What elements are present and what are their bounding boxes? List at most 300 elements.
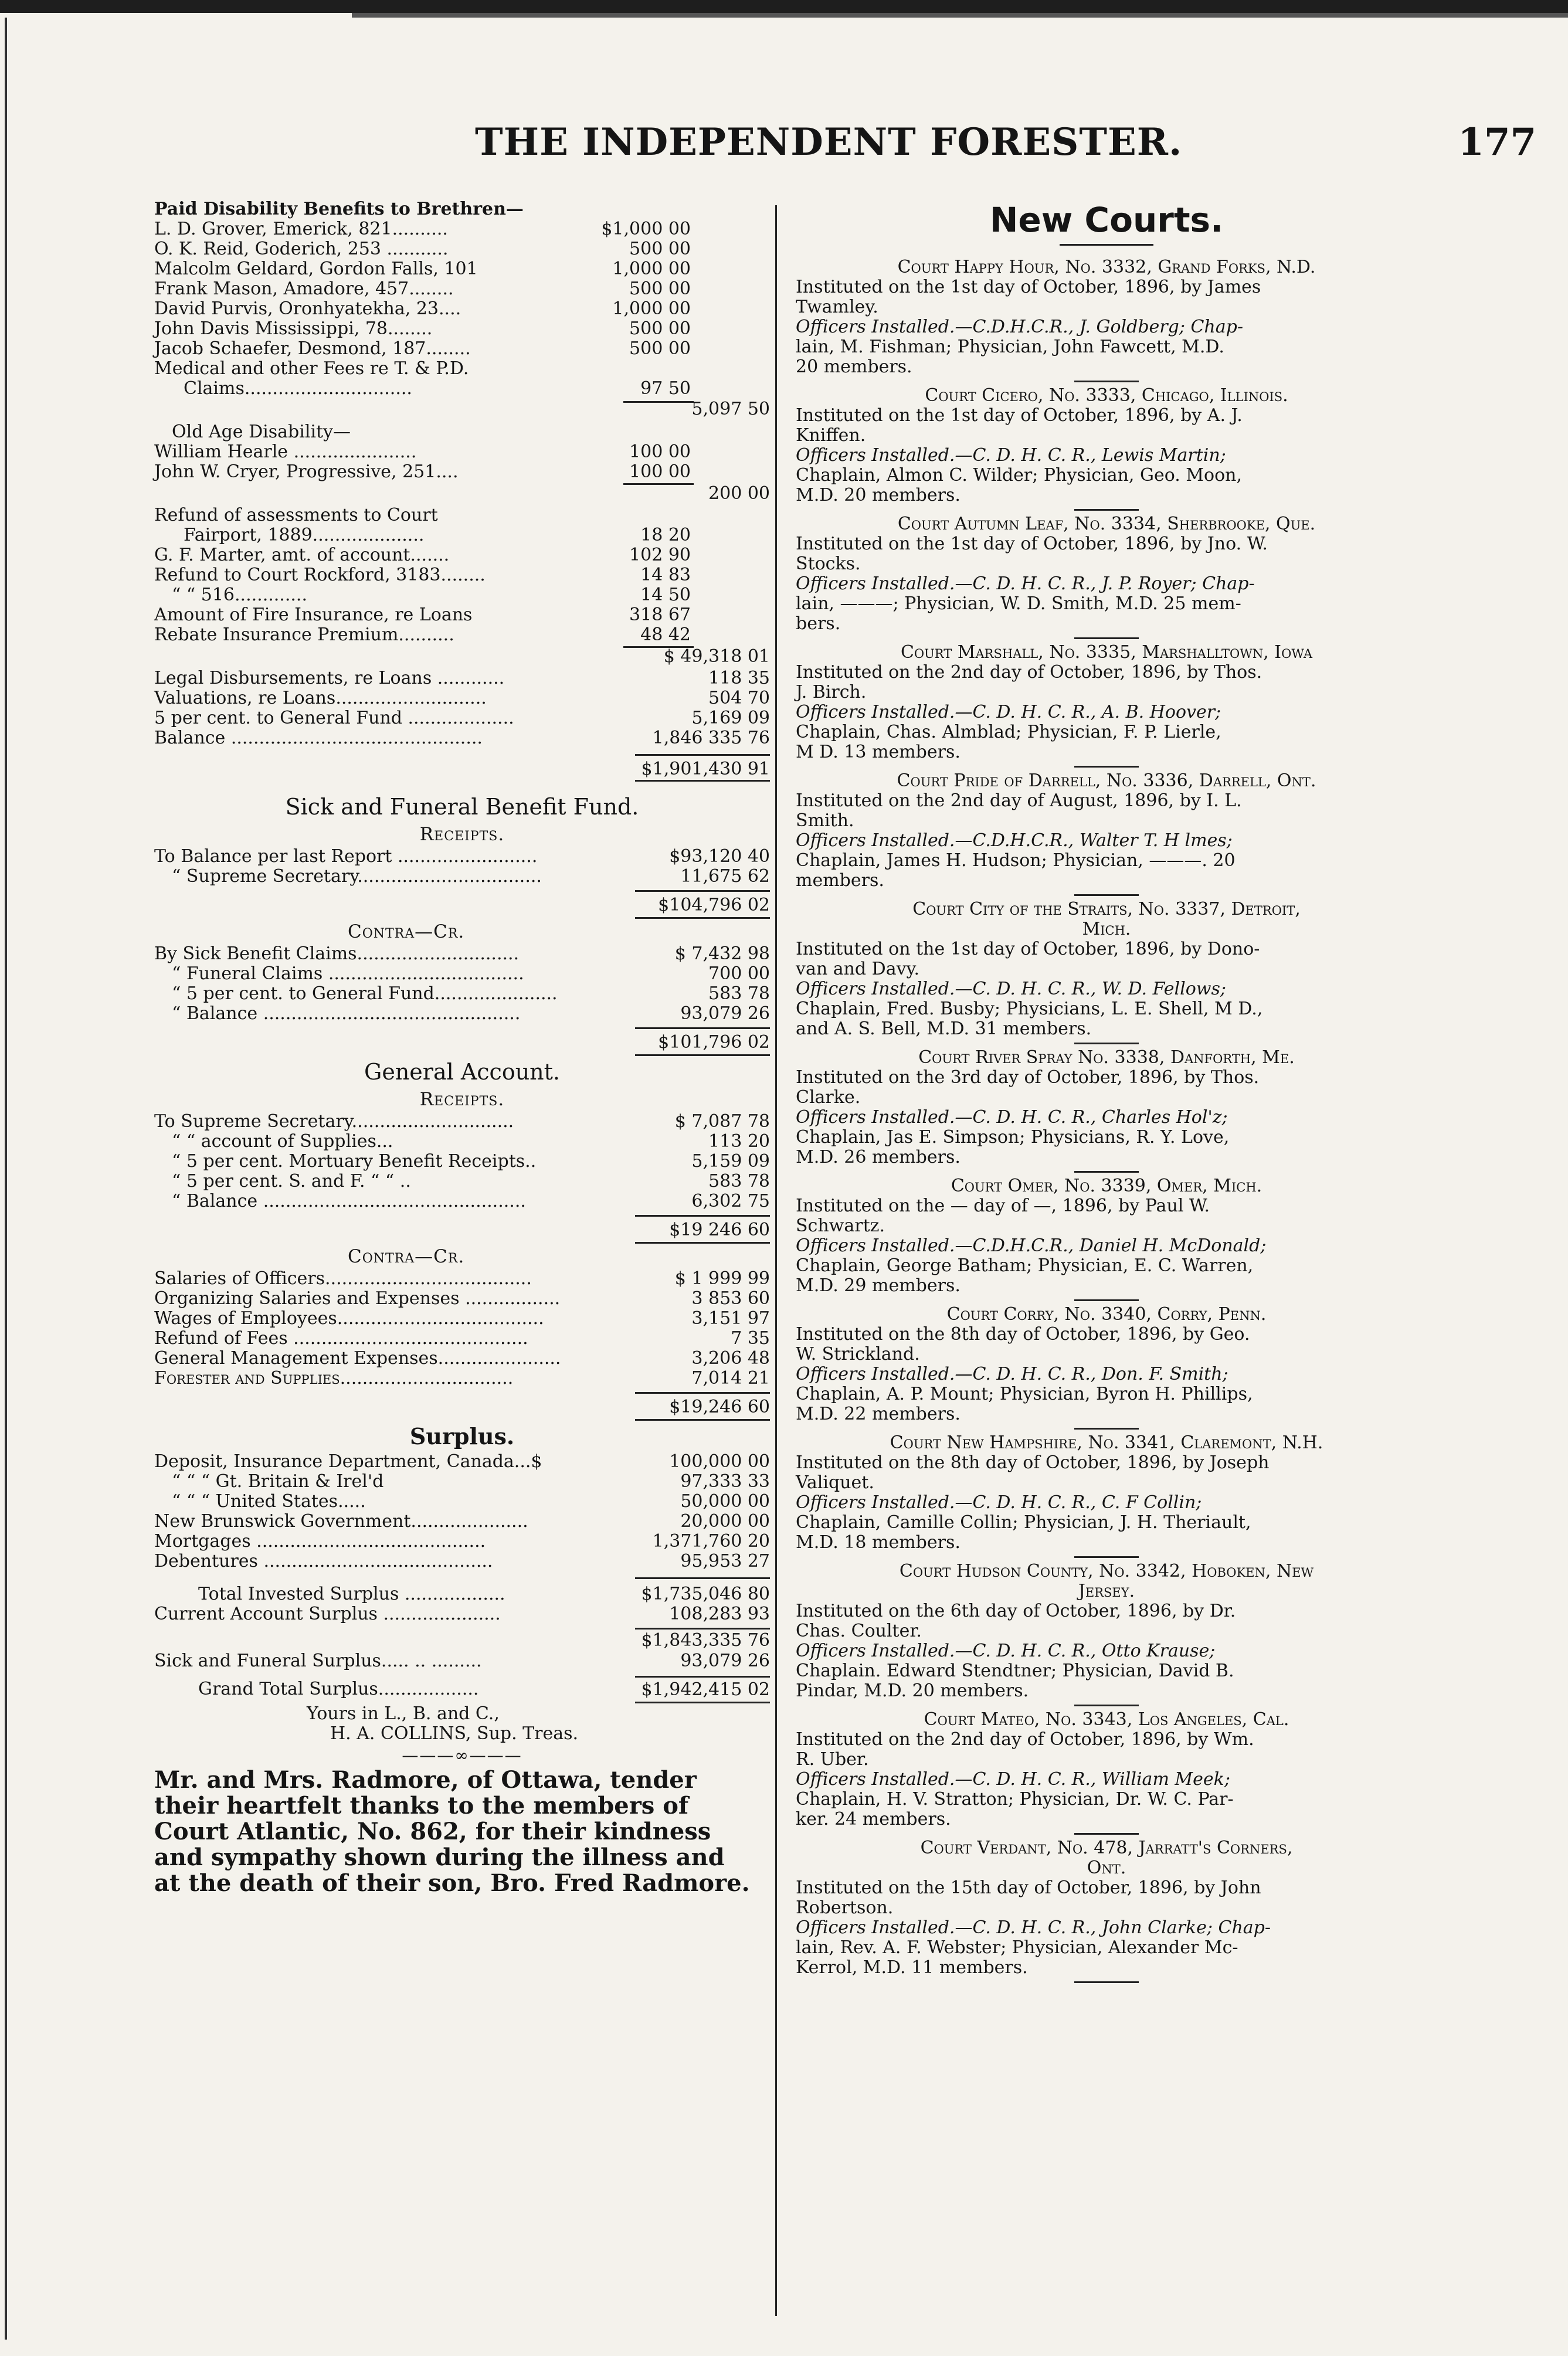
- court-officers-line: Officers Installed.—C. D. H. C. R., Otto Krause;: [796, 1641, 1216, 1661]
- court-text-line: Instituted on the 3rd day of October, 1896, by Thos.: [796, 1067, 1260, 1088]
- ledger-amount: 97 50: [640, 378, 691, 399]
- court-officers-line: Officers Installed.—C.D.H.C.R., J. Goldberg; Chap-: [796, 317, 1243, 337]
- oldage-total-row: [154, 482, 770, 505]
- ledger-row: [154, 379, 770, 399]
- total-rule: [635, 1676, 770, 1678]
- ledger-amount: 500 00: [629, 318, 691, 339]
- ledger-label: “ Balance ..............................................: [172, 1003, 521, 1024]
- court-heading: Court Verdant, No. 478, Jarratt's Corners,: [920, 1838, 1293, 1858]
- ledger-label: Organizing Salaries and Expenses .................: [154, 1288, 561, 1309]
- ledger-amount: 7 35: [731, 1328, 770, 1349]
- ledger-label: Medical and other Fees re T. & P.D.: [154, 358, 469, 379]
- ledger-label: Total Invested Surplus ..................: [198, 1584, 505, 1604]
- ledger-amount: 583 78: [708, 1171, 770, 1191]
- ledger-row: [154, 1584, 770, 1604]
- ledger-amount: 113 20: [708, 1131, 770, 1152]
- notice-line: and sympathy shown during the illness and: [154, 1844, 725, 1871]
- court-text-line: Instituted on the 8th day of October, 1896, by Geo.: [796, 1324, 1250, 1345]
- misc-list: [154, 545, 770, 645]
- scan-left-border: [5, 18, 7, 2340]
- subtotal: $ 49,318 01: [663, 646, 770, 667]
- court-heading-cont: Ont.: [1087, 1858, 1126, 1878]
- court-text-line: Chaplain, A. P. Mount; Physician, Byron H. Phillips,: [796, 1384, 1253, 1404]
- ledger-amount: $ 7,432 98: [674, 943, 770, 964]
- ledger-amount: 500 00: [629, 338, 691, 359]
- ledger-label: G. F. Marter, amt. of account.......: [154, 545, 450, 565]
- notice-line: Court Atlantic, No. 862, for their kindness: [154, 1818, 711, 1845]
- court-heading: Court Hudson County, No. 3342, Hoboken, New: [899, 1561, 1314, 1581]
- court-separator: [1074, 509, 1139, 511]
- ledger-amount: 5,169 09: [691, 708, 770, 728]
- ledger-row: [154, 279, 770, 299]
- ledger-amount: 95,953 27: [680, 1551, 770, 1571]
- court-text-line: Instituted on the 1st day of October, 1896, by Dono-: [796, 939, 1260, 959]
- ledger-row: [154, 525, 770, 545]
- ledger-amount: $93,120 40: [669, 846, 770, 867]
- ledger-row: [154, 219, 770, 239]
- gen-total2-row: [154, 1389, 770, 1421]
- court-entry: [796, 514, 1417, 639]
- grand-total: $1,942,415 02: [641, 1679, 770, 1700]
- court-text-line: Chaplain, Almon C. Wilder; Physician, Geo. Moon,: [796, 465, 1243, 486]
- court-text-line: Chaplain, James H. Hudson; Physician, ———. 20: [796, 850, 1236, 871]
- court-text-line: Instituted on the 1st day of October, 1896, by Jno. W.: [796, 534, 1268, 554]
- ledger-label: “ 5 per cent. S. and F. “ “ ..: [172, 1171, 411, 1191]
- total-rule: [635, 1027, 770, 1029]
- ledger-amount: 93,079 26: [680, 1651, 770, 1671]
- ledger-row: [154, 1152, 770, 1172]
- surplus-heading: Surplus.: [409, 1423, 515, 1449]
- court-text-line: Instituted on the 8th day of October, 1896, by Joseph: [796, 1452, 1270, 1473]
- sick-total1-row: [154, 887, 770, 919]
- court-separator: [1074, 894, 1139, 896]
- court-text-line: M.D. 29 members.: [796, 1275, 961, 1296]
- ledger-amount: 102 90: [629, 545, 691, 565]
- ledger-row: [154, 668, 770, 688]
- court-text-line: Instituted on the — day of —, 1896, by Paul W.: [796, 1196, 1210, 1216]
- new-courts-title: New Courts.: [989, 200, 1224, 240]
- court-separator: [1074, 1171, 1139, 1173]
- court-entry: [796, 257, 1417, 382]
- court-heading: Court Autumn Leaf, No. 3334, Sherbrooke, Que.: [897, 514, 1316, 534]
- ledger-label: Salaries of Officers.....................................: [154, 1268, 532, 1289]
- court-text-line: Instituted on the 1st day of October, 1896, by James: [796, 277, 1261, 297]
- disability-heading: Paid Disability Benefits to Brethren—: [154, 199, 524, 219]
- ledger-amount: $ 7,087 78: [674, 1111, 770, 1132]
- ledger-amount: 318 67: [629, 605, 691, 625]
- subtotal-row: [154, 645, 770, 668]
- ledger-label: “ Balance ...............................................: [172, 1191, 526, 1211]
- ledger-label: O. K. Reid, Goderich, 253 ...........: [154, 239, 449, 259]
- surplus-sum: $1,843,335 76: [641, 1630, 770, 1651]
- subtotal-rule: [623, 401, 694, 403]
- total-rule: [635, 917, 770, 919]
- court-entry: [796, 899, 1417, 1044]
- court-text-line: van and Davy.: [796, 959, 920, 979]
- ledger-row: [154, 867, 770, 887]
- court-text-line: Chaplain, Camille Collin; Physician, J. H. Theriault,: [796, 1512, 1251, 1533]
- ledger-label: “ 5 per cent. to General Fund......................: [172, 983, 558, 1004]
- ledger-row: [154, 984, 770, 1004]
- ledger-row: [154, 319, 770, 339]
- ledger-amount: 3,151 97: [691, 1308, 770, 1329]
- court-separator: [1074, 1428, 1139, 1430]
- court-text-line: Clarke.: [796, 1087, 861, 1108]
- ledger-label: Amount of Fire Insurance, re Loans: [154, 605, 473, 625]
- court-text-line: Chaplain, H. V. Stratton; Physician, Dr. W. C. Par-: [796, 1789, 1234, 1810]
- court-text-line: Chas. Coulter.: [796, 1621, 922, 1641]
- court-text-line: M D. 13 members.: [796, 742, 961, 762]
- court-officers-line: Officers Installed.—C. D. H. C. R., A. B. Hoover;: [796, 702, 1221, 722]
- ledger-row: [154, 1369, 770, 1389]
- ledger-row: [154, 1532, 770, 1552]
- ledger-row: [154, 565, 770, 585]
- court-entry: [796, 1176, 1417, 1301]
- court-text-line: Smith.: [796, 810, 854, 831]
- total-rule: [635, 1054, 770, 1056]
- court-separator: [1074, 1833, 1139, 1835]
- ledger-amount: 100,000 00: [669, 1451, 770, 1472]
- court-officers-line: Officers Installed.—C. D. H. C. R., Lewis Martin;: [796, 445, 1226, 466]
- court-heading: Court Happy Hour, No. 3332, Grand Forks, N.D.: [897, 257, 1316, 277]
- ornament-divider: ———∞———: [402, 1746, 522, 1765]
- ledger-label: Current Account Surplus .....................: [154, 1604, 501, 1624]
- grand1: $1,901,430 91: [641, 759, 770, 779]
- ledger-row: [154, 708, 770, 728]
- ledger-row: [154, 462, 770, 482]
- left-column: [154, 199, 770, 1896]
- court-text-line: M.D. 20 members.: [796, 485, 961, 505]
- scan-top-border-thin: [352, 13, 1568, 18]
- ledger-label: Refund to Court Rockford, 3183........: [154, 565, 486, 585]
- court-officers-line: Officers Installed.—C. D. H. C. R., Charles Hol'z;: [796, 1107, 1228, 1128]
- court-entry: [796, 1710, 1417, 1835]
- ledger-row: [154, 299, 770, 319]
- grand-total-row: [154, 1671, 770, 1704]
- ledger-amount: 18 20: [640, 525, 691, 545]
- ledger-label: Forester and Supplies...............................: [154, 1368, 514, 1389]
- court-entry: [796, 1561, 1417, 1706]
- ledger-row: [154, 847, 770, 867]
- ledger-row: [154, 1329, 770, 1349]
- ledger-amount: 20,000 00: [680, 1511, 770, 1532]
- disability-list: [154, 219, 770, 399]
- court-text-line: Instituted on the 2nd day of October, 1896, by Thos.: [796, 662, 1262, 683]
- subtotal-rule: [623, 483, 694, 485]
- ledger-label: “ “ account of Supplies...: [172, 1131, 393, 1152]
- ledger-amount: 500 00: [629, 239, 691, 259]
- ledger-amount: 7,014 21: [691, 1368, 770, 1389]
- ledger-row: [154, 1452, 770, 1472]
- ledger-label: General Management Expenses......................: [154, 1348, 561, 1369]
- ledger-row: [154, 1289, 770, 1309]
- ledger-label: Mortgages .........................................: [154, 1531, 486, 1552]
- ledger-row: [154, 1191, 770, 1211]
- gen-total1-row: [154, 1211, 770, 1244]
- sick-fund-heading: Sick and Funeral Benefit Fund.: [285, 794, 639, 820]
- ledger-amount: 583 78: [708, 983, 770, 1004]
- court-heading: Court Marshall, No. 3335, Marshalltown, Iowa: [900, 642, 1313, 663]
- ledger-amount: 1,000 00: [612, 298, 691, 319]
- ledger-label: To Supreme Secretary.............................: [154, 1111, 514, 1132]
- court-officers-line: Officers Installed.—C. D. H. C. R., John Clarke; Chap-: [796, 1917, 1271, 1938]
- total-rule: [635, 890, 770, 892]
- receipts-heading: Receipts.: [419, 1089, 505, 1110]
- grand-total-label: Grand Total Surplus..................: [198, 1679, 479, 1699]
- court-heading: Court Cicero, No. 3333, Chicago, Illinois.: [925, 385, 1288, 406]
- court-text-line: Pindar, M.D. 20 members.: [796, 1681, 1029, 1701]
- court-officers-line: Officers Installed.—C.D.H.C.R., Daniel H. McDonald;: [796, 1235, 1267, 1256]
- signature-line2: H. A. COLLINS, Sup. Treas.: [330, 1723, 579, 1744]
- ledger-label: Claims..............................: [184, 378, 412, 399]
- disability-total-row: [154, 399, 770, 422]
- ledger-amount: 3,206 48: [691, 1348, 770, 1369]
- court-text-line: Robertson.: [796, 1897, 894, 1918]
- ledger-row: [154, 359, 770, 379]
- total-rule: [635, 1392, 770, 1394]
- ledger-row: [154, 1004, 770, 1024]
- ledger-row: [154, 1269, 770, 1289]
- court-officers-line: Officers Installed.—C.D.H.C.R., Walter T. H lmes;: [796, 830, 1233, 851]
- court-text-line: Schwartz.: [796, 1216, 885, 1236]
- ledger-label: Malcolm Geldard, Gordon Falls, 101: [154, 259, 478, 279]
- court-entry: [796, 1838, 1417, 1983]
- ledger-row: [154, 944, 770, 964]
- ledger-row: [154, 1552, 770, 1571]
- court-text-line: Stocks.: [796, 554, 861, 574]
- court-text-line: M.D. 26 members.: [796, 1147, 961, 1167]
- ledger-label: “ “ 516.............: [172, 585, 307, 605]
- ledger-label: 5 per cent. to General Fund ...................: [154, 708, 514, 728]
- ledger-amount: 5,159 09: [691, 1151, 770, 1172]
- court-text-line: Kniffen.: [796, 425, 866, 446]
- oldage-heading: Old Age Disability—: [172, 422, 351, 442]
- column-divider: [775, 205, 777, 2316]
- ledger-label: To Balance per last Report .........................: [154, 846, 538, 867]
- ledger-label: “ Funeral Claims ...................................: [172, 963, 524, 984]
- title-rule: [1060, 244, 1153, 246]
- ledger-amount: 1,371,760 20: [652, 1531, 770, 1552]
- court-entry: [796, 771, 1417, 896]
- court-text-line: Kerrol, M.D. 11 members.: [796, 1957, 1028, 1978]
- total-rule: [635, 1242, 770, 1244]
- ledger-amount: 14 83: [640, 565, 691, 585]
- total-rule: [635, 1215, 770, 1217]
- ledger-row: [154, 1349, 770, 1369]
- total-rule: [635, 1702, 770, 1703]
- total-rule: [635, 754, 770, 756]
- ledger-label: Wages of Employees.....................................: [154, 1308, 544, 1329]
- ledger-label: David Purvis, Oronhyatekha, 23....: [154, 298, 461, 319]
- ledger-label: New Brunswick Government.....................: [154, 1511, 528, 1532]
- ledger-amount: 1,846 335 76: [652, 728, 770, 748]
- total-rule: [635, 780, 770, 782]
- total-rule: [635, 1577, 770, 1579]
- court-officers-line: Officers Installed.—C. D. H. C. R., J. P. Royer; Chap-: [796, 573, 1255, 594]
- court-heading-cont: Mich.: [1082, 919, 1131, 939]
- court-text-line: Chaplain, Chas. Almblad; Physician, F. P. Lierle,: [796, 722, 1221, 742]
- court-text-line: Instituted on the 2nd day of August, 1896, by I. L.: [796, 790, 1242, 811]
- ledger-label: Refund of Fees ..........................................: [154, 1328, 528, 1349]
- surplus-sum-row: [154, 1624, 770, 1651]
- ledger-amount: 48 42: [640, 624, 691, 645]
- ledger-amount: 100 00: [629, 461, 691, 482]
- ledger-amount: 118 35: [708, 668, 770, 688]
- ledger-label: Debentures .........................................: [154, 1551, 493, 1571]
- ledger-row: [154, 1472, 770, 1492]
- ledger-row: [154, 1604, 770, 1624]
- page-number: 177: [1458, 120, 1536, 164]
- ledger-row: [154, 1651, 770, 1671]
- court-text-line: Twamley.: [796, 297, 878, 317]
- court-heading: Court Pride of Darrell, No. 3336, Darrell, Ont.: [897, 770, 1316, 791]
- ledger-amount: 504 70: [708, 688, 770, 708]
- court-text-line: Chaplain, George Batham; Physician, E. C. Warren,: [796, 1255, 1254, 1276]
- sick-total1: $104,796 02: [658, 895, 770, 915]
- court-entry: [796, 1048, 1417, 1173]
- court-entry: [796, 1305, 1417, 1430]
- scan-top-border: [0, 0, 1568, 13]
- court-heading: Court New Hampshire, No. 3341, Claremont, N.H.: [890, 1432, 1323, 1453]
- court-text-line: lain, M. Fishman; Physician, John Fawcett, M.D.: [796, 337, 1224, 357]
- court-entry: [796, 1433, 1417, 1558]
- ledger-amount: 700 00: [708, 963, 770, 984]
- ledger-row: [154, 1112, 770, 1132]
- court-text-line: M.D. 18 members.: [796, 1532, 961, 1553]
- court-heading: Court River Spray No. 3338, Danforth, Me.: [918, 1047, 1295, 1068]
- ledger-row: [154, 605, 770, 625]
- court-text-line: Instituted on the 2nd day of October, 1896, by Wm.: [796, 1729, 1254, 1750]
- ledger-label: “ Supreme Secretary.................................: [172, 866, 542, 887]
- ledger-label: John Davis Mississippi, 78........: [154, 318, 433, 339]
- contra-heading: Contra—Cr.: [348, 1246, 465, 1267]
- court-officers-line: Officers Installed.—C. D. H. C. R., C. F Collin;: [796, 1492, 1202, 1513]
- court-text-line: members.: [796, 870, 884, 891]
- ledger-label: Legal Disbursements, re Loans ............: [154, 668, 505, 688]
- notice-line: their heartfelt thanks to the members of: [154, 1792, 689, 1819]
- court-separator: [1074, 1043, 1139, 1044]
- court-text-line: W. Strickland.: [796, 1344, 920, 1364]
- court-text-line: 20 members.: [796, 357, 912, 377]
- court-text-line: Instituted on the 6th day of October, 1896, by Dr.: [796, 1601, 1236, 1621]
- page-title: THE INDEPENDENT FORESTER.: [475, 120, 1183, 164]
- ledger-label: Sick and Funeral Surplus..... .. .........: [154, 1651, 482, 1671]
- gen-total2: $19,246 60: [669, 1397, 770, 1417]
- court-text-line: ker. 24 members.: [796, 1809, 951, 1829]
- ledger-amount: 14 50: [640, 585, 691, 605]
- ledger-label: Balance .............................................: [154, 728, 483, 748]
- ledger-row: [154, 625, 770, 645]
- ledger-row: [154, 688, 770, 708]
- court-text-line: Chaplain, Fred. Busby; Physicians, L. E. Shell, M D.,: [796, 999, 1263, 1019]
- receipts-heading: Receipts.: [419, 824, 505, 845]
- court-heading: Court Omer, No. 3339, Omer, Mich.: [951, 1176, 1262, 1196]
- notice-line: Mr. and Mrs. Radmore, of Ottawa, tender: [154, 1766, 697, 1794]
- court-separator: [1074, 1705, 1139, 1706]
- court-text-line: J. Birch.: [796, 682, 867, 702]
- ledger-row: [154, 1309, 770, 1329]
- ledger-row: [154, 259, 770, 279]
- court-heading: Court Mateo, No. 3343, Los Angeles, Cal.: [924, 1709, 1289, 1730]
- ledger-row: [154, 339, 770, 359]
- court-officers-line: Officers Installed.—C. D. H. C. R., W. D. Fellows;: [796, 979, 1226, 999]
- court-separator: [1074, 381, 1139, 382]
- court-separator: [1074, 1556, 1139, 1558]
- ledger-label: Deposit, Insurance Department, Canada...$: [154, 1451, 542, 1472]
- ledger-row: [154, 442, 770, 462]
- ledger-row: [154, 1492, 770, 1512]
- court-text-line: lain, ———; Physician, W. D. Smith, M.D. 25 mem-: [796, 593, 1241, 614]
- court-text-line: R. Uber.: [796, 1749, 869, 1770]
- court-separator: [1074, 766, 1139, 768]
- ledger-label: Rebate Insurance Premium..........: [154, 624, 454, 645]
- ledger-label: “ 5 per cent. Mortuary Benefit Receipts..: [172, 1151, 537, 1172]
- ledger-amount: 50,000 00: [680, 1491, 770, 1512]
- court-text-line: Instituted on the 15th day of October, 1896, by John: [796, 1878, 1261, 1898]
- court-text-line: Chaplain. Edward Stendtner; Physician, David B.: [796, 1661, 1234, 1681]
- ledger-label: John W. Cryer, Progressive, 251....: [154, 461, 459, 482]
- total-rule: [635, 1419, 770, 1421]
- ledger-amount: 100 00: [629, 442, 691, 462]
- ledger-amount: $1,735,046 80: [641, 1584, 770, 1604]
- disability-total: 5,097 50: [691, 399, 770, 419]
- gen-total1: $19 246 60: [669, 1220, 770, 1240]
- court-text-line: Valiquet.: [796, 1472, 874, 1493]
- ledger-label: Valuations, re Loans...........................: [154, 688, 487, 708]
- ledger-label: “ “ “ Gt. Britain & Irel'd: [172, 1471, 384, 1492]
- contra-heading: Contra—Cr.: [348, 921, 465, 942]
- court-separator: [1074, 1981, 1139, 1983]
- court-separator: [1074, 637, 1139, 639]
- notice-line: at the death of their son, Bro. Fred Radmore.: [154, 1869, 750, 1897]
- court-text-line: lain, Rev. A. F. Webster; Physician, Alexander Mc-: [796, 1937, 1238, 1958]
- sick-total2-row: [154, 1024, 770, 1057]
- court-text-line: Chaplain, Jas E. Simpson; Physicians, R. Y. Love,: [796, 1127, 1230, 1148]
- ledger-label: William Hearle ......................: [154, 442, 417, 462]
- sick-total2: $101,796 02: [658, 1032, 770, 1053]
- court-officers-line: Officers Installed.—C. D. H. C. R., William Meek;: [796, 1769, 1230, 1790]
- ledger-row: [154, 545, 770, 565]
- oldage-total: 200 00: [708, 483, 770, 504]
- ledger-amount: 6,302 75: [691, 1191, 770, 1211]
- ledger-amount: 3 853 60: [691, 1288, 770, 1309]
- general-account-heading: General Account.: [364, 1059, 561, 1085]
- ledger-amount: 1,000 00: [612, 259, 691, 279]
- page-header: [158, 120, 1536, 185]
- ledger-row: [154, 239, 770, 259]
- ledger-amount: 93,079 26: [680, 1003, 770, 1024]
- court-heading-cont: Jersey.: [1078, 1581, 1135, 1601]
- court-heading: Court City of the Straits, No. 3337, Detroit,: [912, 899, 1301, 919]
- ledger-row: [154, 585, 770, 605]
- ledger-row: [154, 1132, 770, 1152]
- ledger-label: Jacob Schaefer, Desmond, 187........: [154, 338, 471, 359]
- court-text-line: bers.: [796, 613, 841, 634]
- court-entry: [796, 386, 1417, 511]
- court-separator: [1074, 1299, 1139, 1301]
- court-text-line: M.D. 22 members.: [796, 1404, 961, 1424]
- ledger-label: L. D. Grover, Emerick, 821..........: [154, 219, 448, 239]
- ledger-label: Frank Mason, Amadore, 457........: [154, 279, 454, 299]
- court-entry: [796, 643, 1417, 768]
- ledger-row: [154, 1172, 770, 1191]
- court-heading: Court Corry, No. 3340, Corry, Penn.: [946, 1304, 1267, 1325]
- signature-line1: Yours in L., B. and C.,: [307, 1703, 500, 1724]
- ledger-row: [154, 728, 770, 748]
- ledger-row: [154, 964, 770, 984]
- ledger-amount: 108,283 93: [669, 1604, 770, 1624]
- grand1-row: [154, 748, 770, 781]
